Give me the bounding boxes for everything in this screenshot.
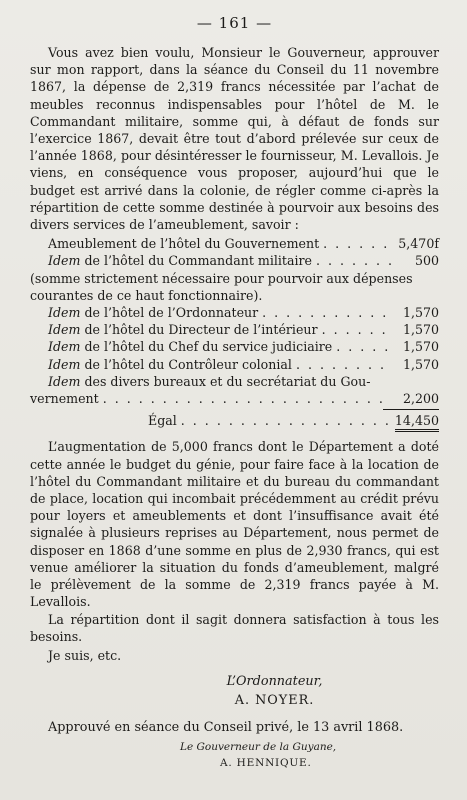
- leader-dots: [296, 356, 391, 373]
- leader-dots: [181, 412, 391, 429]
- leader-dots: [322, 321, 391, 338]
- intro-paragraph: Vous avez bien voulu, Monsieur le Gouverneur, approuver sur mon rapport, dans la séance du Conseil du 11 novembre 1867, la dépense de 2,319 francs nécessitée par l’achat de meubles reconnus indispensables pour l’hôtel de M. le Commandant militaire, somme qui, à défaut de fonds sur l’exercice 1867, devait être tout d’abord prélevée sur ceux de l’année 1868, pour désintéresser le fournisseur, M. Levallois. Je viens, en conséquence vous proposer, aujourd’hui que le budget est arrivé dans la colonie, de régler comme ci-après la répartition de cette somme destinée à pourvoir aux besoins des divers services de l’ameublement, savoir :: [30, 45, 439, 233]
- approval-line: Approuvé en séance du Conseil privé, le 13 avril 1868.: [48, 720, 404, 736]
- commandant-note: (somme strictement nécessaire pour pourvoir aux dépenses courantes de ce haut fonctionnaire).: [30, 270, 413, 303]
- allocation-amount: 1,570: [402, 322, 439, 338]
- allocation-list: [30, 235, 439, 432]
- total-label: Égal: [148, 413, 177, 429]
- allocation-row-directeur: [30, 321, 439, 338]
- allocation-label: de l’hôtel du Contrôleur colonial: [84, 356, 292, 372]
- allocation-label: de l’hôtel du Directeur de l’intérieur: [84, 322, 318, 338]
- total-row: [30, 412, 439, 432]
- allocation-amount: 500: [414, 253, 439, 269]
- signatory-role: L’Ordonnateur,: [226, 674, 323, 690]
- allocation-row-controleur: [30, 356, 439, 373]
- leader-dots: [103, 390, 391, 407]
- allocation-label: vernement: [30, 391, 99, 407]
- total-amount: 14,450: [395, 412, 439, 432]
- allocation-row-bureaux-line1: [30, 373, 439, 390]
- leader-dots: [316, 252, 391, 269]
- leader-dots: [323, 235, 391, 252]
- allocation-amount: 5,470f: [398, 236, 439, 252]
- leader-dots: [336, 338, 391, 355]
- allocation-amount: 1,570: [402, 305, 439, 321]
- allocation-row-gouvernement: [30, 235, 439, 252]
- allocation-row-judiciaire: [30, 338, 439, 355]
- allocation-row-commandant: [30, 252, 439, 269]
- allocation-row-bureaux-line2: [30, 390, 439, 407]
- allocation-row-ordonnateur: [30, 304, 439, 321]
- closing-line: Je suis, etc.: [48, 647, 122, 663]
- idem-label: Idem: [48, 305, 81, 321]
- leader-dots: [262, 304, 391, 321]
- page-number: — 161 —: [196, 14, 273, 32]
- third-paragraph: La répartition dont il sagit donnera satisfaction à tous les besoins.: [30, 611, 439, 644]
- idem-label: Idem: [48, 356, 81, 372]
- governor-title: Le Gouverneur de la Guyane,: [180, 741, 337, 754]
- sum-rule: [383, 409, 439, 410]
- allocation-label: Ameublement de l’hôtel du Gouvernement: [48, 236, 320, 252]
- idem-label: Idem: [48, 373, 81, 389]
- allocation-label: de l’hôtel du Commandant militaire: [84, 253, 312, 269]
- signatory-name: A. NOYER.: [234, 693, 315, 709]
- second-paragraph: L’augmentation de 5,000 francs dont le Département a doté cette année le budget du génie, pour faire face à la location de l’hôtel du Commandant militaire et du bureau du commandant de place, location qui incombait précédemment au crédit prévu pour loyers et ameublements et dont l’insuffisance avait été signalée à plusieurs reprises au Département, nous permet de disposer en 1868 d’une somme en plus de 2,930 francs, qui est venue améliorer la situation du fonds d’ameublement, malgré le prélèvement de la somme de 2,319 francs payée à M. Levallois.: [30, 439, 439, 610]
- idem-label: Idem: [48, 339, 81, 355]
- idem-label: Idem: [48, 322, 81, 338]
- allocation-amount: 2,200: [402, 391, 439, 407]
- allocation-label: des divers bureaux et du secrétariat du Gou-: [84, 373, 371, 389]
- allocation-label: de l’hôtel du Chef du service judiciaire: [84, 339, 333, 355]
- allocation-label: de l’hôtel de l’Ordonnateur: [84, 305, 259, 321]
- allocation-amount: 1,570: [402, 339, 439, 355]
- idem-label: Idem: [48, 253, 81, 269]
- allocation-amount: 1,570: [402, 356, 439, 372]
- governor-name: A. HENNIQUE.: [220, 757, 312, 770]
